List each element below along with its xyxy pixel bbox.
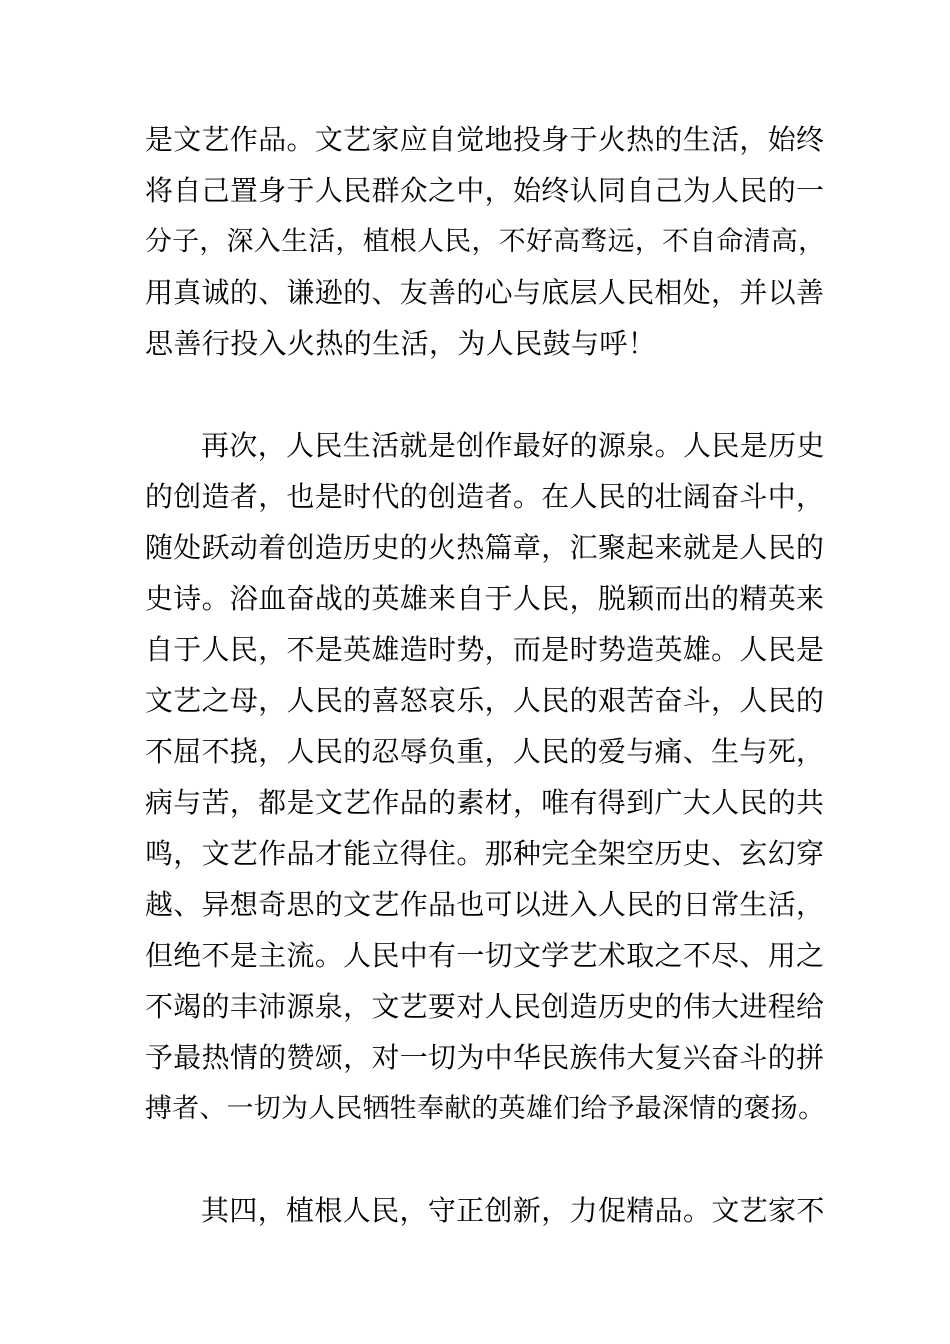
paragraph-gap	[145, 369, 825, 420]
text-line: 思善行投入火热的生活，为人民鼓与呼！	[145, 327, 657, 360]
text-line: 病与苦，都是文艺作品的素材，唯有得到广大人民的共	[145, 786, 825, 819]
text-line: 的创造者，也是时代的创造者。在人民的壮阔奋斗中，	[145, 480, 825, 513]
paragraph-gap	[145, 1134, 825, 1185]
paragraph-1	[145, 114, 825, 369]
text-line: 鸣，文艺作品才能立得住。那种完全架空历史、玄幻穿	[145, 837, 825, 870]
text-line: 不屈不挠，人民的忍辱负重，人民的爱与痛、生与死，	[145, 735, 825, 768]
text-line: 文艺之母，人民的喜怒哀乐，人民的艰苦奋斗，人民的	[145, 684, 825, 717]
text-line: 不竭的丰沛源泉，文艺要对人民创造历史的伟大进程给	[145, 990, 825, 1023]
paragraph-2	[145, 420, 825, 1134]
text-line: 用真诚的、谦逊的、友善的心与底层人民相处，并以善	[145, 276, 825, 309]
text-line: 分子，深入生活，植根人民，不好高骛远，不自命清高，	[145, 226, 826, 257]
paragraph-3	[145, 1185, 825, 1236]
text-line: 其四，植根人民，守正创新，力促精品。文艺家不	[201, 1194, 825, 1227]
text-line: 自于人民，不是英雄造时势，而是时势造英雄。人民是	[145, 633, 825, 666]
text-line: 随处跃动着创造历史的火热篇章，汇聚起来就是人民的	[145, 531, 825, 564]
text-line: 史诗。浴血奋战的英雄来自于人民，脱颖而出的精英来	[145, 582, 825, 615]
text-line: 搏者、一切为人民牺牲奉献的英雄们给予最深情的褒扬。	[145, 1093, 826, 1124]
text-line: 予最热情的赞颂，对一切为中华民族伟大复兴奋斗的拼	[145, 1041, 825, 1074]
text-line: 越、异想奇思的文艺作品也可以进入人民的日常生活，	[145, 888, 825, 921]
document-page	[145, 114, 825, 1236]
text-line: 将自己置身于人民群众之中，始终认同自己为人民的一	[145, 174, 825, 207]
text-line: 再次，人民生活就是创作最好的源泉。人民是历史	[201, 429, 825, 462]
text-line: 但绝不是主流。人民中有一切文学艺术取之不尽、用之	[145, 939, 825, 972]
text-line: 是文艺作品。文艺家应自觉地投身于火热的生活，始终	[145, 123, 825, 156]
